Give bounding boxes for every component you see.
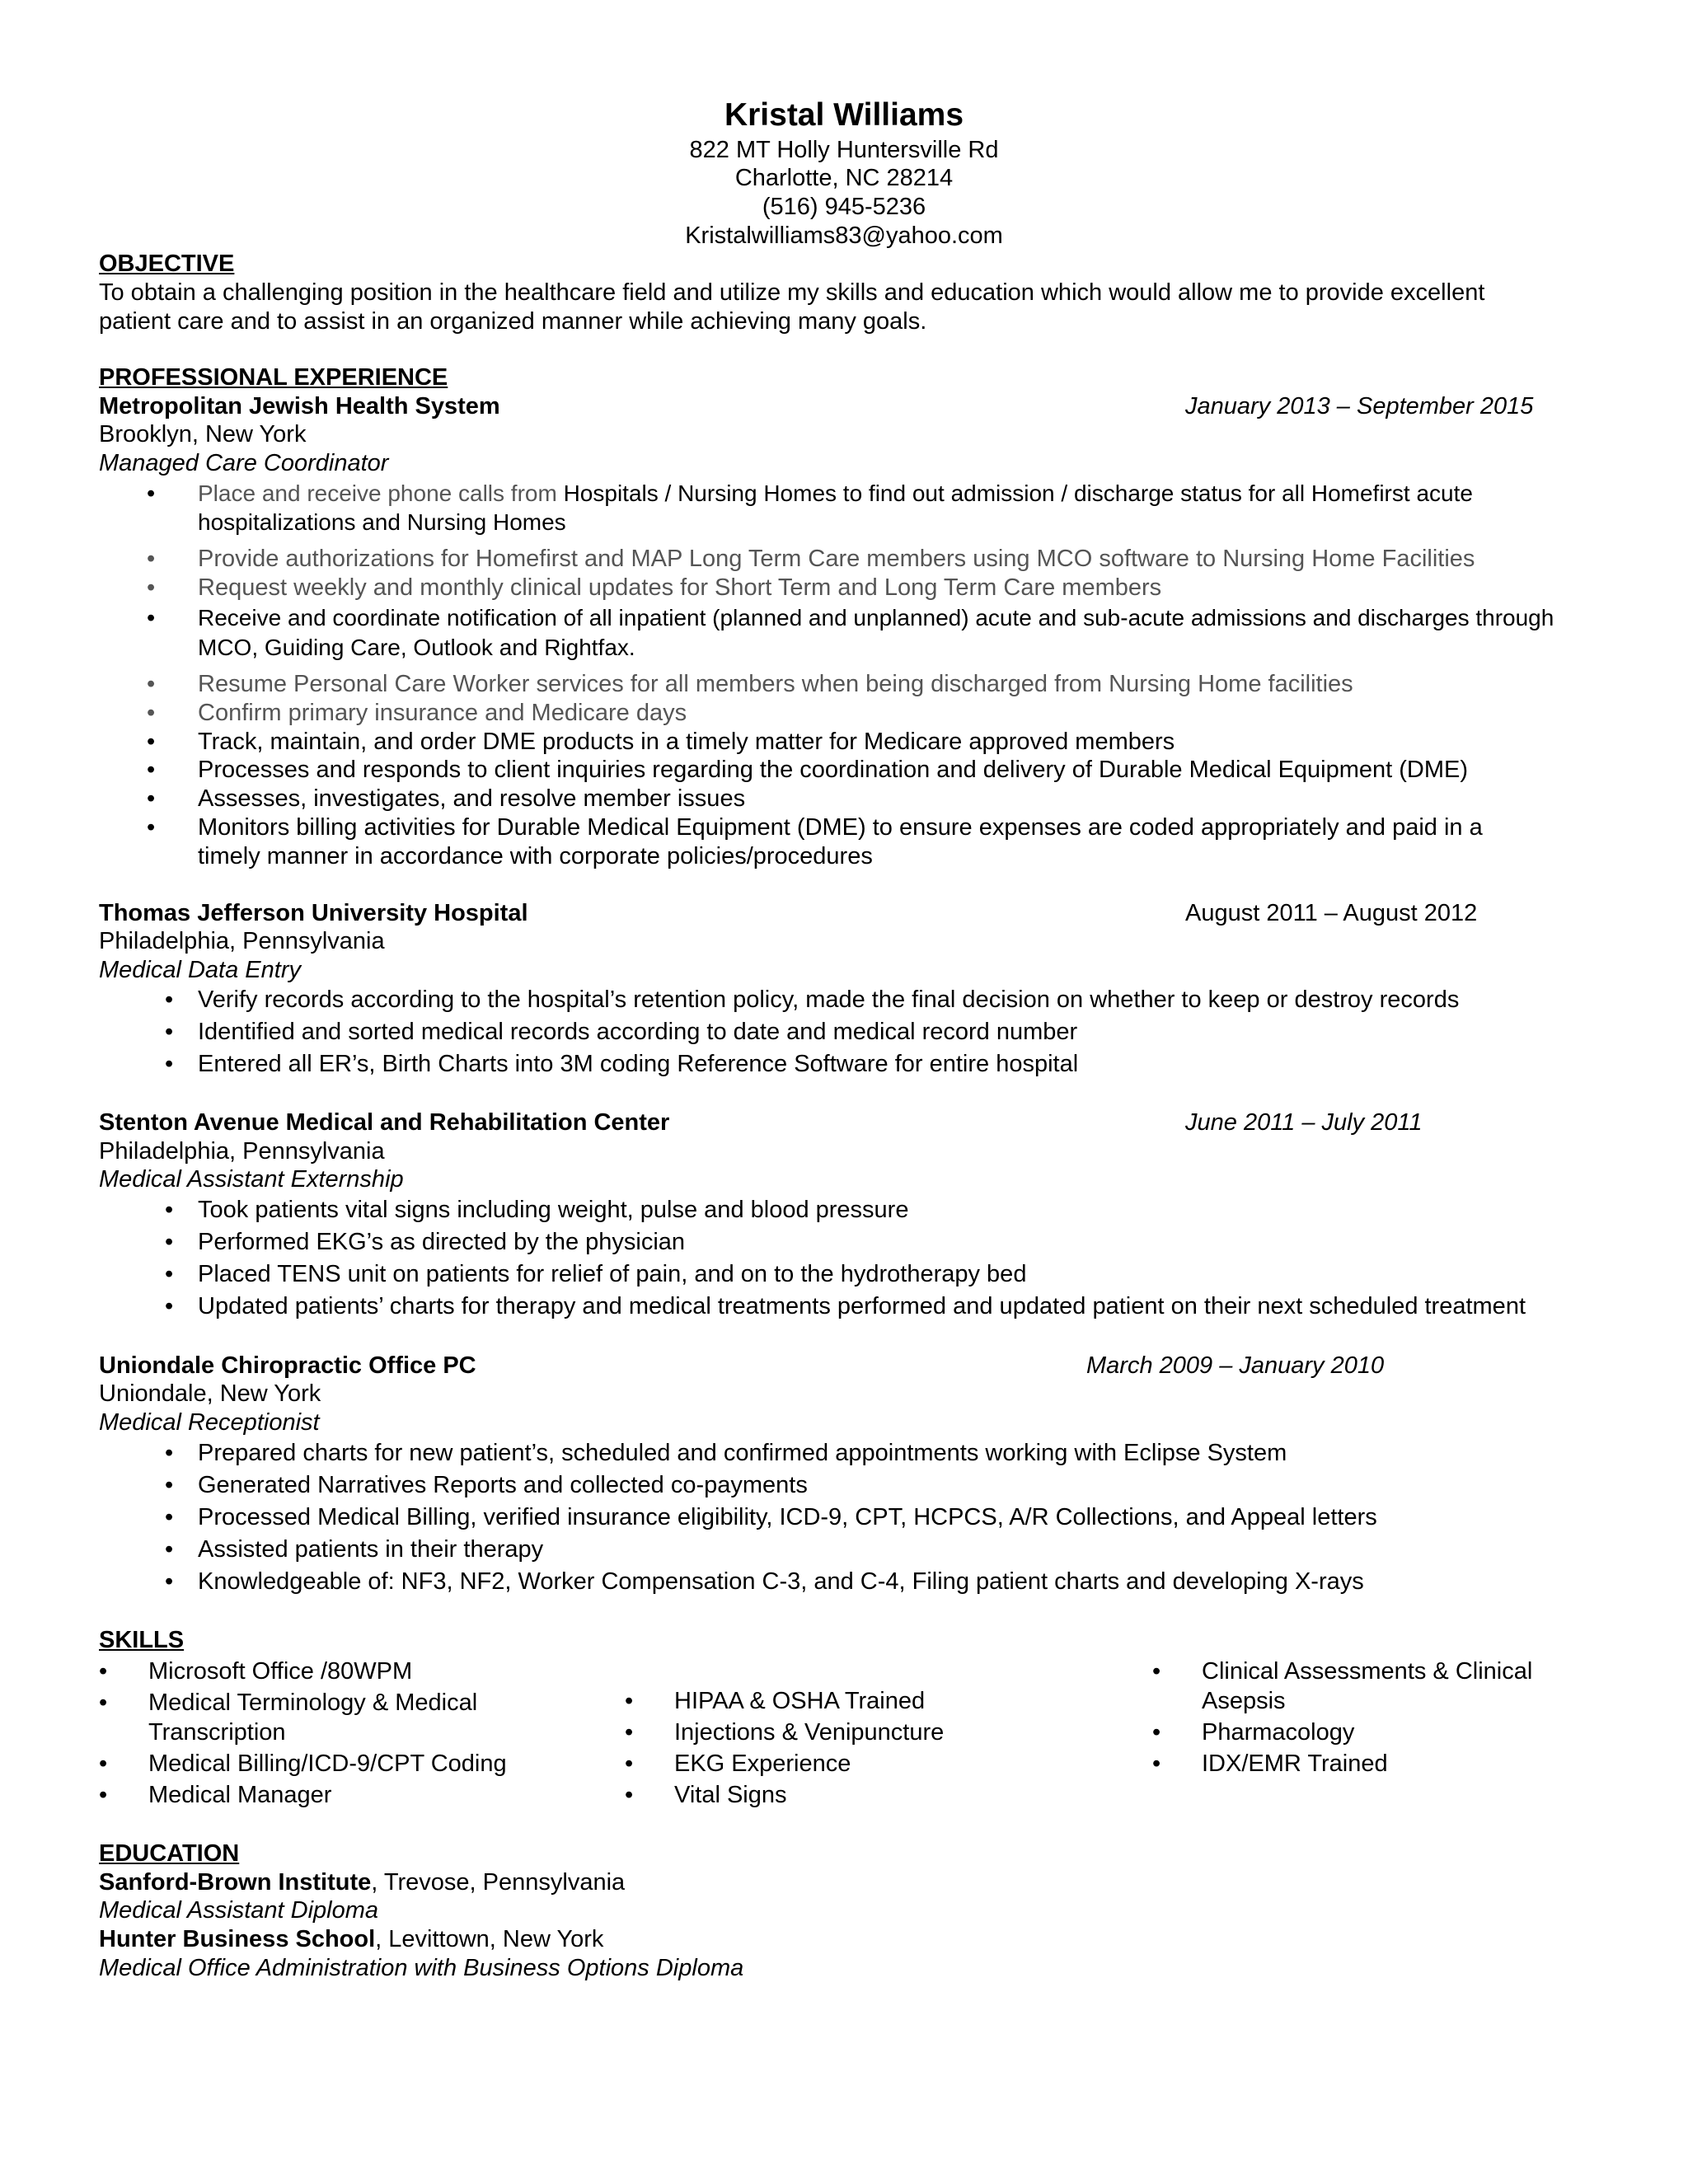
skill-col3-item-1-line-2: Asepsis [1202, 1688, 1286, 1714]
job-4-employer: Uniondale Chiropractic Office PC [99, 1352, 476, 1379]
skill-col2-item-3: EKG Experience [674, 1750, 851, 1777]
bullet-icon: • [625, 1782, 634, 1808]
skill-col1-item-3: Medical Billing/ICD-9/CPT Coding [148, 1750, 507, 1777]
job-1-bullet-3: Request weekly and monthly clinical updates for Short Term and Long Term Care members [198, 574, 1162, 601]
job-3-bullet-1: Took patients vital signs including weight, pulse and blood pressure [198, 1197, 909, 1223]
bullet-icon: • [165, 1261, 174, 1287]
job-2-title: Medical Data Entry [99, 957, 301, 983]
job-2-bullet-3: Entered all ER’s, Birth Charts into 3M coding Reference Software for entire hospital [198, 1051, 1079, 1077]
job-1-employer: Metropolitan Jewish Health System [99, 393, 500, 419]
bullet-icon: • [147, 574, 156, 601]
job-1-bullet-5: Resume Personal Care Worker services for all members when being discharged from Nursing Home facilities [198, 671, 1353, 697]
bullet-icon: • [147, 757, 156, 783]
bullet-icon: • [165, 1229, 174, 1255]
job-3-employer: Stenton Avenue Medical and Rehabilitation Center [99, 1109, 670, 1136]
school-2-location: , Levittown, New York [375, 1926, 604, 1952]
bullet-icon: • [147, 671, 156, 697]
job-4-dates: March 2009 – January 2010 [1086, 1352, 1385, 1379]
job-1-dates: January 2013 – September 2015 [1185, 393, 1534, 419]
objective-line-2: patient care and to assist in an organized manner while achieving many goals. [99, 308, 927, 335]
job-1-bullet-10-line-2: timely manner in accordance with corporate policies/procedures [198, 843, 873, 869]
job-2-employer: Thomas Jefferson University Hospital [99, 900, 528, 926]
skill-col2-item-4: Vital Signs [674, 1782, 787, 1808]
skill-col3-item-2: Pharmacology [1202, 1719, 1355, 1746]
bullet-icon: • [165, 1440, 174, 1466]
bullet-icon: • [147, 785, 156, 812]
bullet-icon: • [99, 1658, 108, 1685]
job-1-bullet-8: Processes and responds to client inquiries regarding the coordination and delivery of Durable Medical Equipment (DME) [198, 757, 1469, 783]
job-1-bullet-4-line-2: MCO, Guiding Care, Outlook and Rightfax. [198, 635, 635, 660]
education-school-2 [99, 1926, 603, 1953]
job-3-dates: June 2011 – July 2011 [1185, 1109, 1423, 1136]
job-1-bullet-9: Assesses, investigates, and resolve member issues [198, 785, 746, 812]
address-line-2: Charlotte, NC 28214 [734, 165, 954, 191]
job-3-title: Medical Assistant Externship [99, 1166, 404, 1193]
skill-col2-item-1: HIPAA & OSHA Trained [674, 1688, 926, 1714]
bullet-icon: • [99, 1690, 108, 1716]
job-4-bullet-4: Assisted patients in their therapy [198, 1536, 544, 1563]
school-1-location: , Trevose, Pennsylvania [371, 1869, 626, 1896]
job-1-location: Brooklyn, New York [99, 421, 307, 448]
education-diploma-2: Medical Office Administration with Business Options Diploma [99, 1955, 744, 1981]
skill-col2-item-2: Injections & Venipuncture [674, 1719, 945, 1746]
job-1-bullet-1-gray: Place and receive phone calls from [198, 480, 557, 506]
skill-col1-item-4: Medical Manager [148, 1782, 332, 1808]
job-2-location: Philadelphia, Pennsylvania [99, 928, 385, 954]
bullet-icon: • [147, 605, 156, 631]
bullet-icon: • [165, 1019, 174, 1045]
bullet-icon: • [165, 1293, 174, 1319]
job-1-bullet-1-line-2: hospitalizations and Nursing Homes [198, 509, 566, 535]
job-1-title: Managed Care Coordinator [99, 450, 389, 476]
bullet-icon: • [1152, 1658, 1161, 1685]
job-4-bullet-3: Processed Medical Billing, verified insurance eligibility, ICD-9, CPT, HCPCS, A/R Collections, and Appeal letters [198, 1504, 1377, 1530]
job-4-location: Uniondale, New York [99, 1380, 321, 1407]
skills-heading: SKILLS [99, 1627, 185, 1653]
bullet-icon: • [625, 1719, 634, 1746]
skill-col1-item-1: Microsoft Office /80WPM [148, 1658, 413, 1685]
job-2-bullet-2: Identified and sorted medical records according to date and medical record number [198, 1019, 1078, 1045]
objective-line-1: To obtain a challenging position in the healthcare field and utilize my skills and education which would allow me to provide excellent [99, 279, 1485, 306]
job-1-bullet-1-line-1 [198, 480, 1473, 507]
job-1-bullet-6: Confirm primary insurance and Medicare days [198, 700, 687, 726]
school-2-name: Hunter Business School [99, 1926, 376, 1952]
bullet-icon: • [147, 480, 156, 507]
skill-col1-item-2-line-2: Transcription [148, 1719, 286, 1746]
bullet-icon: • [99, 1782, 108, 1808]
bullet-icon: • [165, 987, 174, 1013]
bullet-icon: • [165, 1051, 174, 1077]
bullet-icon: • [165, 1568, 174, 1595]
skill-col3-item-1-line-1: Clinical Assessments & Clinical [1202, 1658, 1533, 1685]
education-diploma-1: Medical Assistant Diploma [99, 1897, 378, 1924]
bullet-icon: • [147, 729, 156, 755]
job-3-bullet-4: Updated patients’ charts for therapy and medical treatments performed and updated patient on their next scheduled treatment [198, 1293, 1526, 1319]
bullet-icon: • [1152, 1750, 1161, 1777]
bullet-icon: • [625, 1688, 634, 1714]
job-3-bullet-3: Placed TENS unit on patients for relief of pain, and on to the hydrotherapy bed [198, 1261, 1027, 1287]
objective-heading: OBJECTIVE [99, 251, 235, 277]
experience-heading: PROFESSIONAL EXPERIENCE [99, 364, 448, 391]
education-heading: EDUCATION [99, 1840, 240, 1867]
skill-col3-item-3: IDX/EMR Trained [1202, 1750, 1388, 1777]
candidate-name: Kristal Williams [724, 97, 964, 133]
bullet-icon: • [1152, 1719, 1161, 1746]
job-4-bullet-5: Knowledgeable of: NF3, NF2, Worker Compensation C-3, and C-4, Filing patient charts and developing X-rays [198, 1568, 1364, 1595]
bullet-icon: • [165, 1197, 174, 1223]
job-4-title: Medical Receptionist [99, 1409, 320, 1436]
address-line-1: 822 MT Holly Huntersville Rd [689, 137, 999, 163]
job-1-bullet-7: Track, maintain, and order DME products in a timely matter for Medicare approved members [198, 729, 1175, 755]
bullet-icon: • [147, 700, 156, 726]
bullet-icon: • [165, 1472, 174, 1498]
bullet-icon: • [147, 546, 156, 572]
bullet-icon: • [165, 1536, 174, 1563]
phone-number: (516) 945-5236 [762, 194, 926, 220]
email-address: Kristalwilliams83@yahoo.com [685, 223, 1003, 249]
bullet-icon: • [165, 1504, 174, 1530]
job-3-location: Philadelphia, Pennsylvania [99, 1138, 385, 1165]
job-1-bullet-1-black: Hospitals / Nursing Homes to find out admission / discharge status for all Homefirst acute [563, 480, 1473, 506]
job-1-bullet-10-line-1: Monitors billing activities for Durable Medical Equipment (DME) to ensure expenses are coded appropriately and paid in a [198, 814, 1483, 841]
skill-col1-item-2-line-1: Medical Terminology & Medical [148, 1690, 478, 1716]
bullet-icon: • [625, 1750, 634, 1777]
job-2-bullet-1: Verify records according to the hospital’s retention policy, made the final decision on whether to keep or destroy records [198, 987, 1460, 1013]
school-1-name: Sanford-Brown Institute [99, 1869, 372, 1896]
job-4-bullet-1: Prepared charts for new patient’s, scheduled and confirmed appointments working with Eclipse System [198, 1440, 1287, 1466]
education-school-1 [99, 1869, 625, 1896]
job-4-bullet-2: Generated Narratives Reports and collected co-payments [198, 1472, 808, 1498]
bullet-icon: • [99, 1750, 108, 1777]
bullet-icon: • [147, 814, 156, 841]
job-1-bullet-4-line-1: Receive and coordinate notification of all inpatient (planned and unplanned) acute and sub-acute admissions and discharges through [198, 605, 1554, 630]
job-1-bullet-2: Provide authorizations for Homefirst and MAP Long Term Care members using MCO software to Nursing Home Facilities [198, 546, 1475, 572]
job-3-bullet-2: Performed EKG’s as directed by the physician [198, 1229, 686, 1255]
job-2-dates: August 2011 – August 2012 [1185, 900, 1478, 926]
